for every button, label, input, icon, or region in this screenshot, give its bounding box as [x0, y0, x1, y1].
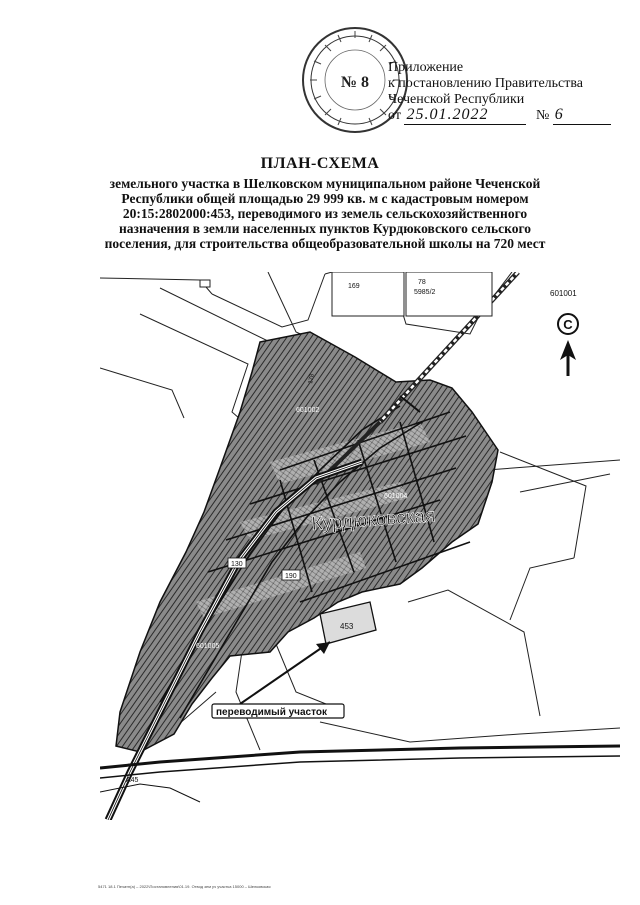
subtitle-line: 20:15:2802000:453, переводимого из земель сельскохозяйственного: [122, 206, 528, 221]
parcel-169: [332, 272, 404, 316]
cadastral-map: [100, 272, 620, 820]
number-prefix: №: [535, 108, 550, 123]
label-78: 78: [418, 279, 426, 286]
label-5985-2: 5985/2: [414, 289, 436, 296]
subtitle-line: поселения, для строительства общеобразовательной школы на 720 мест: [104, 236, 546, 251]
handwritten-date: 25.01.2022: [404, 106, 526, 125]
date-prefix: от: [388, 108, 401, 123]
appendix-header: [388, 60, 628, 108]
subtitle-line: назначения в земли населенных пунктов Курдюковского сельского: [118, 221, 532, 236]
appendix-date-line: [388, 106, 611, 125]
appendix-line-3: Чеченской Республики: [388, 92, 525, 107]
subtitle-line: земельного участка в Шелковском муниципальном районе Чеченской: [109, 176, 541, 191]
handwritten-number: 6: [553, 106, 611, 125]
footer-file-path: 5471 18.1 Печатн(а) – 2022\Постановления\01.19. Отвод зем уч участка 15000 – Шелковская: [98, 884, 271, 889]
label-130: 130: [231, 561, 243, 568]
label-601002: 601002: [296, 407, 320, 414]
document-subtitle: [95, 176, 555, 251]
north-symbol: С: [563, 317, 573, 332]
label-178: 178: [308, 373, 316, 385]
north-arrow: [558, 314, 578, 376]
appendix-line-2: к постановлению Правительства: [388, 76, 584, 91]
label-601004: 601004: [384, 493, 408, 500]
canal-bottom: [100, 746, 620, 802]
label-169: 169: [348, 283, 360, 290]
stamp-number: № 8: [340, 74, 370, 91]
label-parcel-453: 453: [340, 622, 354, 631]
subtitle-line: Республики общей площадью 29 999 кв. м с кадастровым номером: [121, 191, 529, 206]
label-601001: 601001: [550, 289, 577, 298]
label-190: 190: [285, 573, 297, 580]
appendix-line-1: Приложение: [388, 60, 464, 75]
label-601005: 601005: [196, 643, 220, 650]
document-title: ПЛАН-СХЕМА: [260, 155, 380, 172]
settlement-name: Курдюковская: [310, 505, 436, 535]
small-building-marker: [200, 280, 210, 287]
parcel-callout-label: переводимый участок: [216, 707, 327, 718]
parcel-callout: [212, 704, 344, 718]
label-a45: А45: [126, 777, 139, 784]
